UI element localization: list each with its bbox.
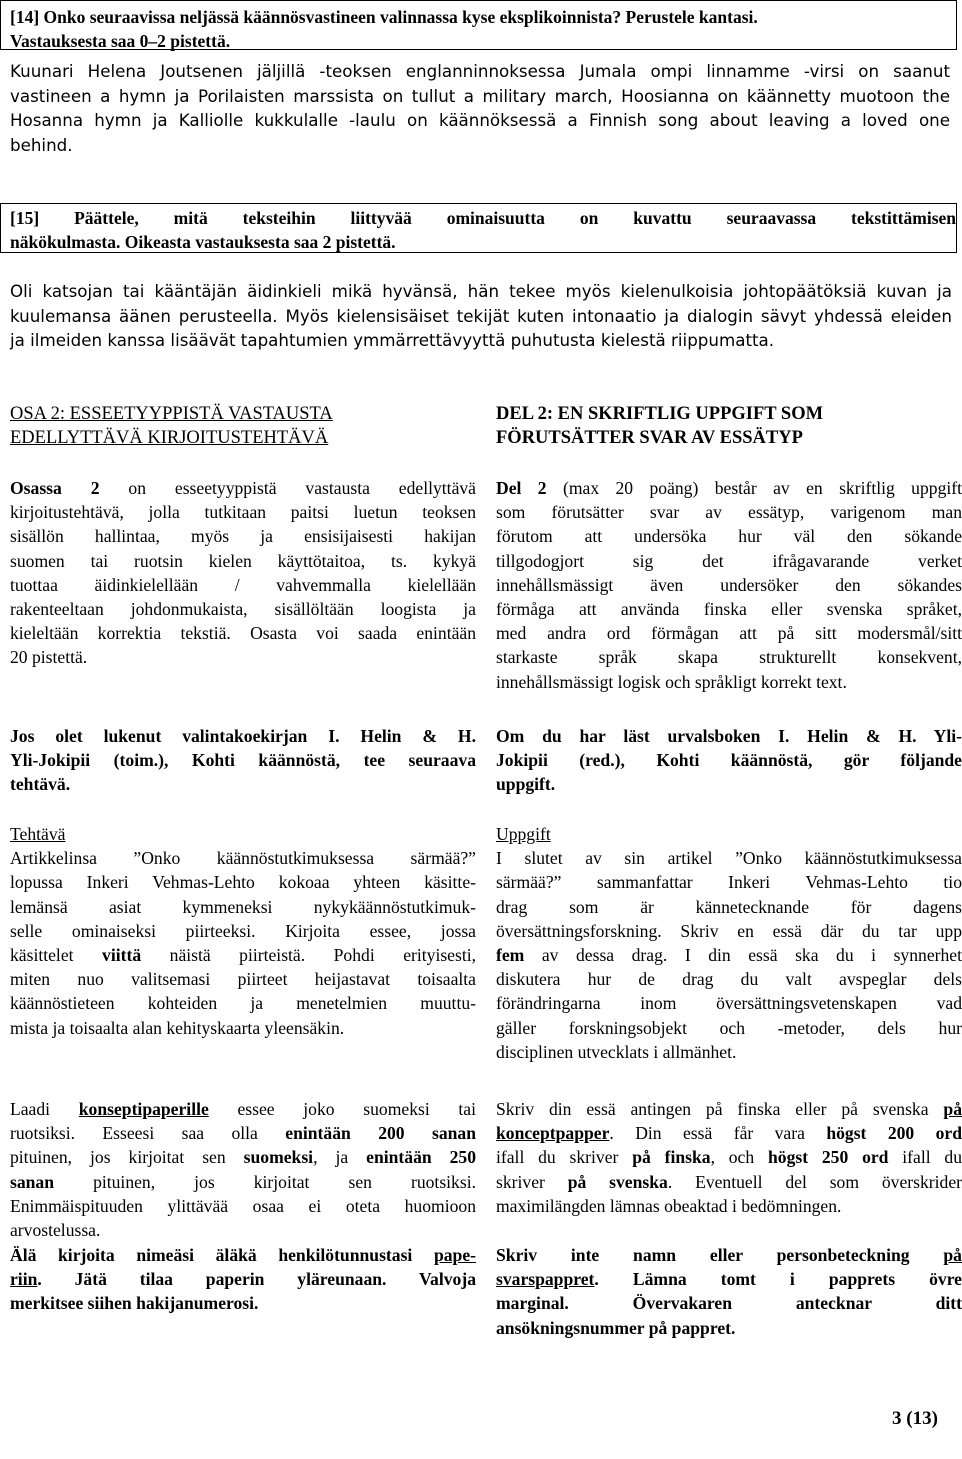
- task-line: mista ja toisaalta alan kehityskaarta yleensäkin.: [10, 1017, 345, 1038]
- instr-line: [10, 1121, 476, 1145]
- finnish-privacy-note: [10, 1243, 476, 1316]
- task-label: Uppgift: [496, 824, 551, 844]
- finnish-intro-paragraph: [10, 476, 476, 670]
- task-line: Artikkelinsa ”Onko käännöstutkimuksessa särmää?”: [10, 848, 476, 869]
- condition-line: uppgift.: [496, 774, 556, 795]
- task-text: av dessa drag. I din essä ska du i synnerhet: [541, 945, 962, 966]
- question-15-box: [0, 203, 957, 253]
- task-line: selle ominaiseksi piirteeksi. Kirjoita essee, jossa: [10, 920, 476, 941]
- finnish-instructions: [10, 1097, 476, 1242]
- finnish-heading-line2: EDELLYTTÄVÄ KIRJOITUSTEHTÄVÄ: [10, 428, 329, 449]
- privacy-line: [10, 1267, 476, 1291]
- task-line: [10, 943, 476, 967]
- task-label: Tehtävä: [10, 824, 66, 844]
- instr-text: ifall du skriver: [496, 1147, 619, 1168]
- instr-line: [496, 1121, 962, 1145]
- swedish-instructions: [496, 1097, 962, 1218]
- privacy-text: . Jätä tilaa paperin yläreunaan. Valvoja: [37, 1269, 476, 1290]
- intro-line: förmåga att använda finska eller svenska språket,: [496, 599, 962, 620]
- task-line: översättningsforskning. Skriv en essä där du tar upp: [496, 920, 962, 941]
- intro-bold: Del 2: [496, 478, 547, 498]
- swedish-heading: [496, 402, 962, 450]
- swedish-heading-line1: DEL 2: EN SKRIFTLIG UPPGIFT SOM: [496, 404, 824, 424]
- swedish-task: [496, 822, 962, 1064]
- condition-line: Jokipii (red.), Kohti käännöstä, gör följande: [496, 750, 962, 771]
- task-line: särmää?” sammanfattar Inkeri Vehmas-Lehto tio: [496, 872, 962, 893]
- question-14-line2: Vastauksesta saa 0–2 pistettä.: [10, 31, 231, 51]
- task-line: disciplinen utvecklats i allmänhet.: [496, 1041, 737, 1062]
- instr-text: Laadi: [10, 1099, 51, 1119]
- question-14-box: [0, 0, 957, 50]
- privacy-underlined: svarspappret: [496, 1269, 595, 1290]
- privacy-line: [496, 1267, 962, 1291]
- task-line: gäller forskningsobjekt och -metoder, dels hur: [496, 1017, 962, 1038]
- swedish-book-condition: [496, 724, 962, 797]
- answer-15: [10, 279, 952, 353]
- intro-line: starkaste språk skapa strukturellt konsekvent,: [496, 647, 962, 668]
- instr-text: pituinen, jos kirjoitat sen ruotsiksi.: [93, 1171, 476, 1192]
- condition-line: tehtävä.: [10, 774, 71, 795]
- condition-line: Yli-Jokipii (toim.), Kohti käännöstä, tee seuraava: [10, 750, 476, 771]
- instr-bold: enintään 250: [366, 1147, 477, 1168]
- intro-line: kieleltään korrektia tekstiä. Osasta voi saada enintään: [10, 623, 476, 644]
- privacy-text: . Lämna tomt i papprets övre: [594, 1269, 962, 1290]
- instr-text: . Din essä får vara: [609, 1123, 805, 1144]
- instr-text: ifall du: [902, 1147, 962, 1168]
- condition-line: Jos olet lukenut valintakoekirjan I. Helin & H.: [10, 726, 476, 746]
- intro-bold: Osassa 2: [10, 478, 100, 498]
- instr-line: Enimmäispituuden ylittävää osaa ei oteta huomioon: [10, 1195, 476, 1216]
- intro-line: suomen tai ruotsin kielen käyttötaitoa, ts. kykyä: [10, 550, 476, 571]
- finnish-heading-line1: OSA 2: ESSEETYYPPISTÄ VASTAUSTA: [10, 404, 333, 424]
- answer-15-line: Oli katsojan tai kääntäjän äidinkieli mikä hyvänsä, hän tekee myös kielenulkoisia johtopäätöksiä kuvan ja: [10, 281, 952, 301]
- intro-line: [496, 476, 962, 500]
- answer-14-line: Kuunari Helena Joutsenen jäljillä -teoksen englanninnoksessa Jumala ompi linnamme -virsi on saanut: [10, 61, 950, 81]
- instr-line: [496, 1145, 962, 1169]
- finnish-heading: [10, 402, 476, 450]
- answer-14-line: vastineen a hymn ja Porilaisten marssista on tullut a military march, Hoosianna on käännetty muotoon the: [10, 85, 950, 106]
- question-15-line2: näkökulmasta. Oikeasta vastauksesta saa 2 pistettä.: [10, 232, 396, 252]
- instr-bold: sanan: [10, 1171, 55, 1192]
- privacy-text: Älä kirjoita nimeäsi äläkä henkilötunnustasi: [10, 1245, 413, 1265]
- instr-text: ruotsiksi. Esseesi saa olla: [10, 1123, 258, 1144]
- task-line: förändringarna inom översättningsvetenskapen vad: [496, 993, 962, 1014]
- answer-14-line: behind.: [10, 135, 73, 156]
- task-line: I slutet av sin artikel ”Onko käännöstutkimuksessa: [496, 848, 962, 869]
- intro-text: on esseetyyppistä vastausta edellyttävä: [99, 478, 476, 498]
- privacy-line: ansökningsnummer på pappret.: [496, 1317, 736, 1338]
- instr-text: , och: [710, 1147, 755, 1168]
- instr-text: , ja: [313, 1147, 349, 1168]
- instr-line: arvostelussa.: [10, 1220, 101, 1241]
- privacy-line: marginal. Övervakaren antecknar ditt: [496, 1293, 962, 1314]
- intro-line: förutom att undersöka hur väl den sökande: [496, 526, 962, 547]
- privacy-line: merkitsee siihen hakijanumerosi.: [10, 1293, 259, 1314]
- instr-bold: på: [943, 1099, 962, 1119]
- task-line: käännöstieteen kohteiden ja menetelmien muuttu-: [10, 993, 476, 1014]
- privacy-text: Skriv inte namn eller personbeteckning: [496, 1245, 910, 1265]
- task-bold: viittä: [102, 945, 142, 966]
- task-text: käsittelet: [10, 945, 74, 966]
- task-line: lopussa Inkeri Vehmas-Lehto kokoaa yhteen käsitte-: [10, 872, 476, 893]
- intro-line: kirjoitustehtävä, jolla tutkitaan paitsi luetun teoksen: [10, 502, 476, 523]
- answer-14: [10, 59, 950, 158]
- intro-line: tuottaa äidinkielellään / vahvemmalla kielellään: [10, 574, 476, 595]
- instr-line: [496, 1170, 962, 1194]
- intro-line: tillgodogjort sig det ifrågavarande verket: [496, 550, 962, 571]
- intro-line: rakenteeltaan johdonmukaista, sisällöltään loogista ja: [10, 599, 476, 620]
- instr-bold: på svenska: [567, 1171, 668, 1192]
- intro-line: innehållsmässigt logisk och språkligt korrekt text.: [496, 671, 847, 692]
- instr-bold: konseptipaperille: [78, 1099, 209, 1119]
- privacy-line: [496, 1243, 962, 1267]
- answer-14-line: Hosanna hymn ja Kalliolle kukkulalle -laulu on käännöksessä a Finnish song about leaving a loved one: [10, 110, 950, 131]
- task-line: lemänsä asiat kymmeneksi nykykäännöstutkimuk-: [10, 896, 476, 917]
- condition-line: Om du har läst urvalsboken I. Helin & H. Yli-: [496, 726, 962, 746]
- intro-text: (max 20 poäng) består av en skriftlig uppgift: [546, 478, 962, 498]
- privacy-underlined: pape-: [433, 1245, 476, 1265]
- instr-bold: högst 200 ord: [826, 1123, 962, 1144]
- instr-text: Skriv din essä antingen på finska eller på svenska: [496, 1099, 929, 1119]
- instr-line: [10, 1097, 476, 1121]
- instr-line: [10, 1145, 476, 1169]
- instr-text: pituinen, jos kirjoitat sen: [10, 1147, 226, 1168]
- swedish-heading-line2: FÖRUTSÄTTER SVAR AV ESSÄTYP: [496, 428, 803, 449]
- privacy-line: [10, 1243, 476, 1267]
- privacy-underlined: riin: [10, 1269, 38, 1290]
- intro-line: 20 pistettä.: [10, 647, 88, 668]
- intro-line: sisällön hallintaa, myös ja ensisijaisesti hakijan: [10, 526, 476, 547]
- privacy-underlined: på: [943, 1245, 962, 1265]
- intro-line: innehållsmässigt även undersöker den sökandes: [496, 574, 962, 595]
- instr-line: maximilängden lämnas obeaktad i bedömningen.: [496, 1195, 842, 1216]
- intro-line: med andra ord förmågan att på sitt modersmål/sitt: [496, 623, 962, 644]
- instr-bold: enintään 200 sanan: [285, 1123, 476, 1144]
- instr-text: essee joko suomeksi tai: [237, 1099, 477, 1119]
- instr-bold: konceptpapper: [496, 1123, 610, 1144]
- task-line: diskutera hur de drag du valt avspeglar dels: [496, 969, 962, 990]
- answer-15-line: kuulemansa äänen perusteella. Myös kielensisäiset tekijät kuten intonaatio ja dialogin sävyt yhdessä eleiden: [10, 305, 952, 326]
- swedish-privacy-note: [496, 1243, 962, 1340]
- instr-bold: högst 250 ord: [767, 1147, 889, 1168]
- swedish-intro-paragraph: [496, 476, 962, 694]
- task-line: drag som är kännetecknande för dagens: [496, 896, 962, 917]
- instr-bold: suomeksi: [243, 1147, 314, 1168]
- intro-line: som förutsätter svar av essätyp, varigenom man: [496, 502, 962, 523]
- instr-text: skriver: [496, 1171, 545, 1192]
- task-line: miten nuo valitsemasi piirteet heijastavat toisaalta: [10, 969, 476, 990]
- question-15-line1: [15] Päättele, mitä teksteihin liittyvää ominaisuutta on kuvattu seuraavassa tekstittämisen: [10, 208, 956, 228]
- intro-line: [10, 476, 476, 500]
- instr-line: [10, 1170, 476, 1194]
- task-line: [496, 943, 962, 967]
- instr-bold: på finska: [632, 1147, 711, 1168]
- task-text: näistä piirteistä. Pohdi erityisesti,: [169, 945, 477, 966]
- instr-text: . Eventuell del som överskrider: [667, 1171, 962, 1192]
- page-number: 3 (13): [892, 1408, 938, 1429]
- finnish-task: [10, 822, 476, 1040]
- question-14-line1: [14] Onko seuraavissa neljässä käännösvastineen valinnassa kyse eksplikoinnista? Perustele kantasi.: [10, 7, 758, 27]
- answer-15-line: ja ilmeiden kanssa lisäävät tapahtumien ymmärrettävyyttä puhutusta kielestä riippumatta.: [10, 330, 775, 351]
- task-bold: fem: [496, 945, 525, 966]
- instr-line: [496, 1097, 962, 1121]
- finnish-book-condition: [10, 724, 476, 797]
